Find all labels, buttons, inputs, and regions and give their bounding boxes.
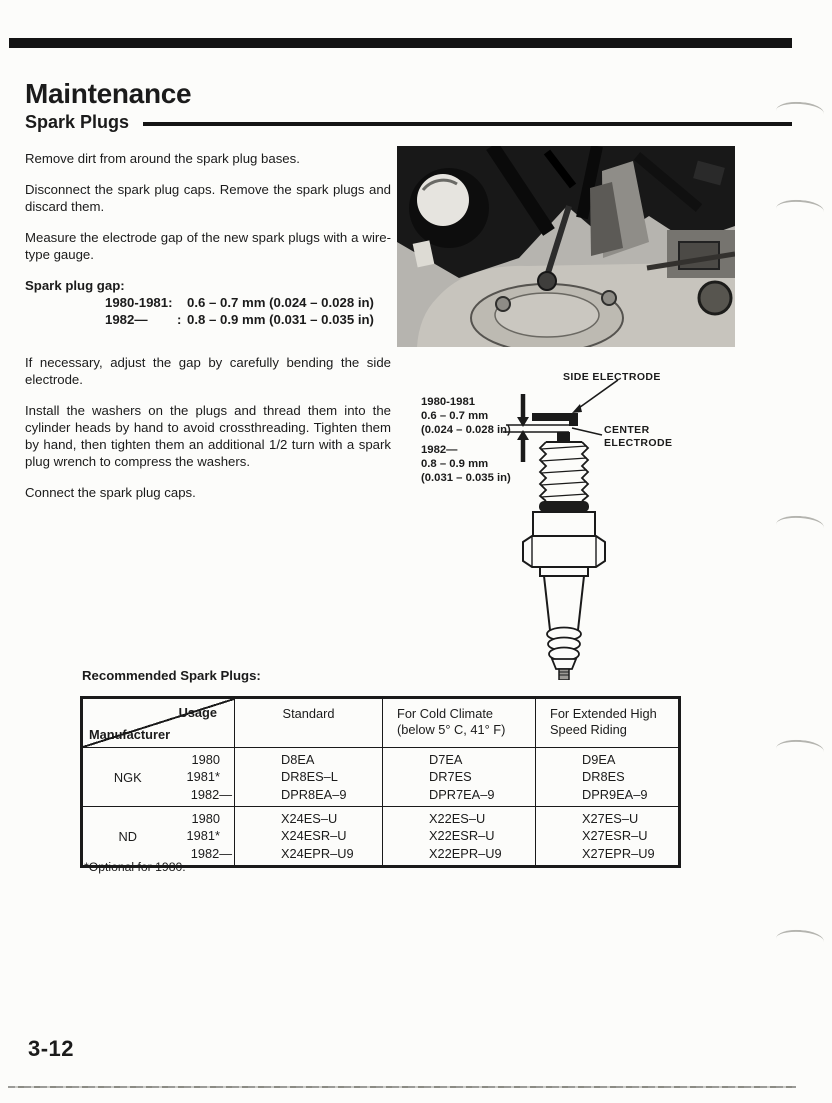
table-row-ngk bbox=[82, 748, 680, 807]
section-rule bbox=[143, 122, 792, 126]
paragraph: Remove dirt from around the spark plug bases. bbox=[25, 151, 300, 166]
year: 1980 bbox=[191, 810, 220, 826]
page-curl-mark bbox=[775, 198, 824, 221]
gap-1980-mm: 0.6 – 0.7 mm bbox=[421, 410, 489, 422]
corner-manufacturer-label: Manufacturer bbox=[89, 727, 171, 742]
plug-code: X24ESR–U bbox=[281, 828, 347, 844]
paragraph: Connect the spark plug caps. bbox=[25, 485, 196, 500]
section-heading-row bbox=[25, 112, 792, 133]
table-corner-cell bbox=[82, 698, 235, 748]
center-electrode-label-line2: ELECTRODE bbox=[604, 437, 673, 449]
gap-1980-in: (0.024 – 0.028 in) bbox=[421, 424, 511, 436]
gap-colon: : bbox=[177, 312, 182, 327]
gap-value: 0.8 – 0.9 mm (0.031 – 0.035 in) bbox=[187, 312, 374, 327]
gap-colon bbox=[177, 294, 187, 311]
plug-code: DPR9EA–9 bbox=[582, 786, 648, 802]
body-text-column bbox=[25, 150, 391, 515]
gap-1982-in: (0.031 – 0.035 in) bbox=[421, 472, 511, 484]
spark-plug-gap-spec bbox=[25, 277, 391, 328]
gap-1982-mm: 0.8 – 0.9 mm bbox=[421, 458, 489, 470]
plug-code: X22ESR–U bbox=[429, 828, 495, 844]
plug-code: X22EPR–U9 bbox=[429, 845, 502, 861]
column-header-standard bbox=[235, 698, 383, 748]
cell-nd-standard bbox=[235, 807, 383, 867]
manufacturer-cell-nd bbox=[82, 807, 235, 867]
table-row-nd bbox=[82, 807, 680, 867]
header-line: For Cold Climate bbox=[397, 706, 494, 721]
plug-code: D7EA bbox=[429, 751, 463, 767]
year: 1981* bbox=[186, 769, 220, 785]
paragraph: If necessary, adjust the gap by carefully bending the side electrode. bbox=[25, 355, 391, 387]
column-header-cold-climate bbox=[383, 698, 536, 748]
plug-code: DR8ES–L bbox=[281, 769, 338, 785]
plug-code: DR7ES bbox=[429, 769, 472, 785]
header-line: (below 5° C, 41° F) bbox=[397, 722, 506, 737]
year: 1982— bbox=[190, 845, 232, 861]
page-curl-mark bbox=[775, 738, 824, 761]
page-curl-mark bbox=[775, 928, 824, 951]
gap-1982-years: 1982— bbox=[421, 444, 458, 456]
section-title: Spark Plugs bbox=[25, 112, 130, 132]
plug-code: D9EA bbox=[582, 751, 616, 767]
table-caption: Recommended Spark Plugs: bbox=[82, 668, 261, 683]
header-line: For Extended High bbox=[550, 706, 657, 721]
cell-ngk-cold bbox=[383, 748, 536, 807]
gap-dimension-text bbox=[421, 395, 511, 485]
page-number: 3-12 bbox=[28, 1036, 75, 1061]
plug-code: X22ES–U bbox=[429, 810, 486, 826]
center-electrode-label-line1: CENTER bbox=[604, 424, 650, 436]
plug-code: X24ES–U bbox=[281, 810, 338, 826]
side-electrode-label: SIDE ELECTRODE bbox=[563, 371, 661, 383]
cell-nd-cold bbox=[383, 807, 536, 867]
spark-plug-table bbox=[80, 696, 681, 868]
bottom-rule bbox=[8, 1086, 796, 1088]
year: 1982— bbox=[190, 786, 232, 802]
top-rule bbox=[9, 38, 792, 48]
gap-spec-heading: Spark plug gap: bbox=[25, 278, 125, 293]
plug-code: DPR8EA–9 bbox=[281, 786, 347, 802]
page-curl-mark bbox=[775, 514, 824, 537]
corner-usage-label: Usage bbox=[178, 705, 217, 720]
column-header-high-speed bbox=[536, 698, 680, 748]
manufacturer-name: ND bbox=[118, 828, 138, 844]
paragraph: Measure the electrode gap of the new spark plugs with a wire-type gauge. bbox=[25, 230, 391, 262]
cell-nd-highspeed bbox=[536, 807, 680, 867]
header-line: Standard bbox=[282, 706, 335, 721]
page-title: Maintenance bbox=[25, 78, 192, 109]
engine-photo bbox=[397, 146, 735, 347]
plug-code: DPR7EA–9 bbox=[429, 786, 495, 802]
paragraph: Install the washers on the plugs and thread them into the cylinder heads by hand to avoid crossthreading. Tighten them by hand, then tighten them an additional 1/2 turn with a spark plug wrench to compress the washers. bbox=[25, 403, 391, 469]
gap-years: 1980-1981: bbox=[105, 295, 173, 310]
cell-ngk-standard bbox=[235, 748, 383, 807]
paragraph: Disconnect the spark plug caps. Remove the spark plugs and discard them. bbox=[25, 182, 391, 214]
diagonal-split-cell bbox=[83, 699, 234, 747]
year: 1980 bbox=[191, 751, 220, 767]
center-electrode-label bbox=[604, 424, 672, 450]
plug-code: DR8ES bbox=[582, 769, 625, 785]
year: 1981* bbox=[186, 828, 220, 844]
gap-value: 0.6 – 0.7 mm (0.024 – 0.028 in) bbox=[187, 295, 374, 310]
gap-1980-years: 1980-1981 bbox=[421, 396, 476, 408]
table-footnote: *Optional for 1980. bbox=[84, 860, 186, 874]
plug-code: X27ESR–U bbox=[582, 828, 648, 844]
manufacturer-cell-ngk bbox=[82, 748, 235, 807]
manufacturer-name: NGK bbox=[113, 769, 142, 785]
header-line: Speed Riding bbox=[550, 722, 627, 737]
gap-spec-row bbox=[25, 294, 391, 311]
plug-code: D8EA bbox=[281, 751, 315, 767]
plug-code: X27EPR–U9 bbox=[582, 845, 655, 861]
gap-years: 1982— bbox=[105, 312, 148, 327]
plug-code: X24EPR–U9 bbox=[281, 845, 354, 861]
cell-ngk-highspeed bbox=[536, 748, 680, 807]
spark-plug-diagram bbox=[420, 368, 700, 680]
plug-code: X27ES–U bbox=[582, 810, 639, 826]
gap-spec-row bbox=[25, 311, 391, 328]
